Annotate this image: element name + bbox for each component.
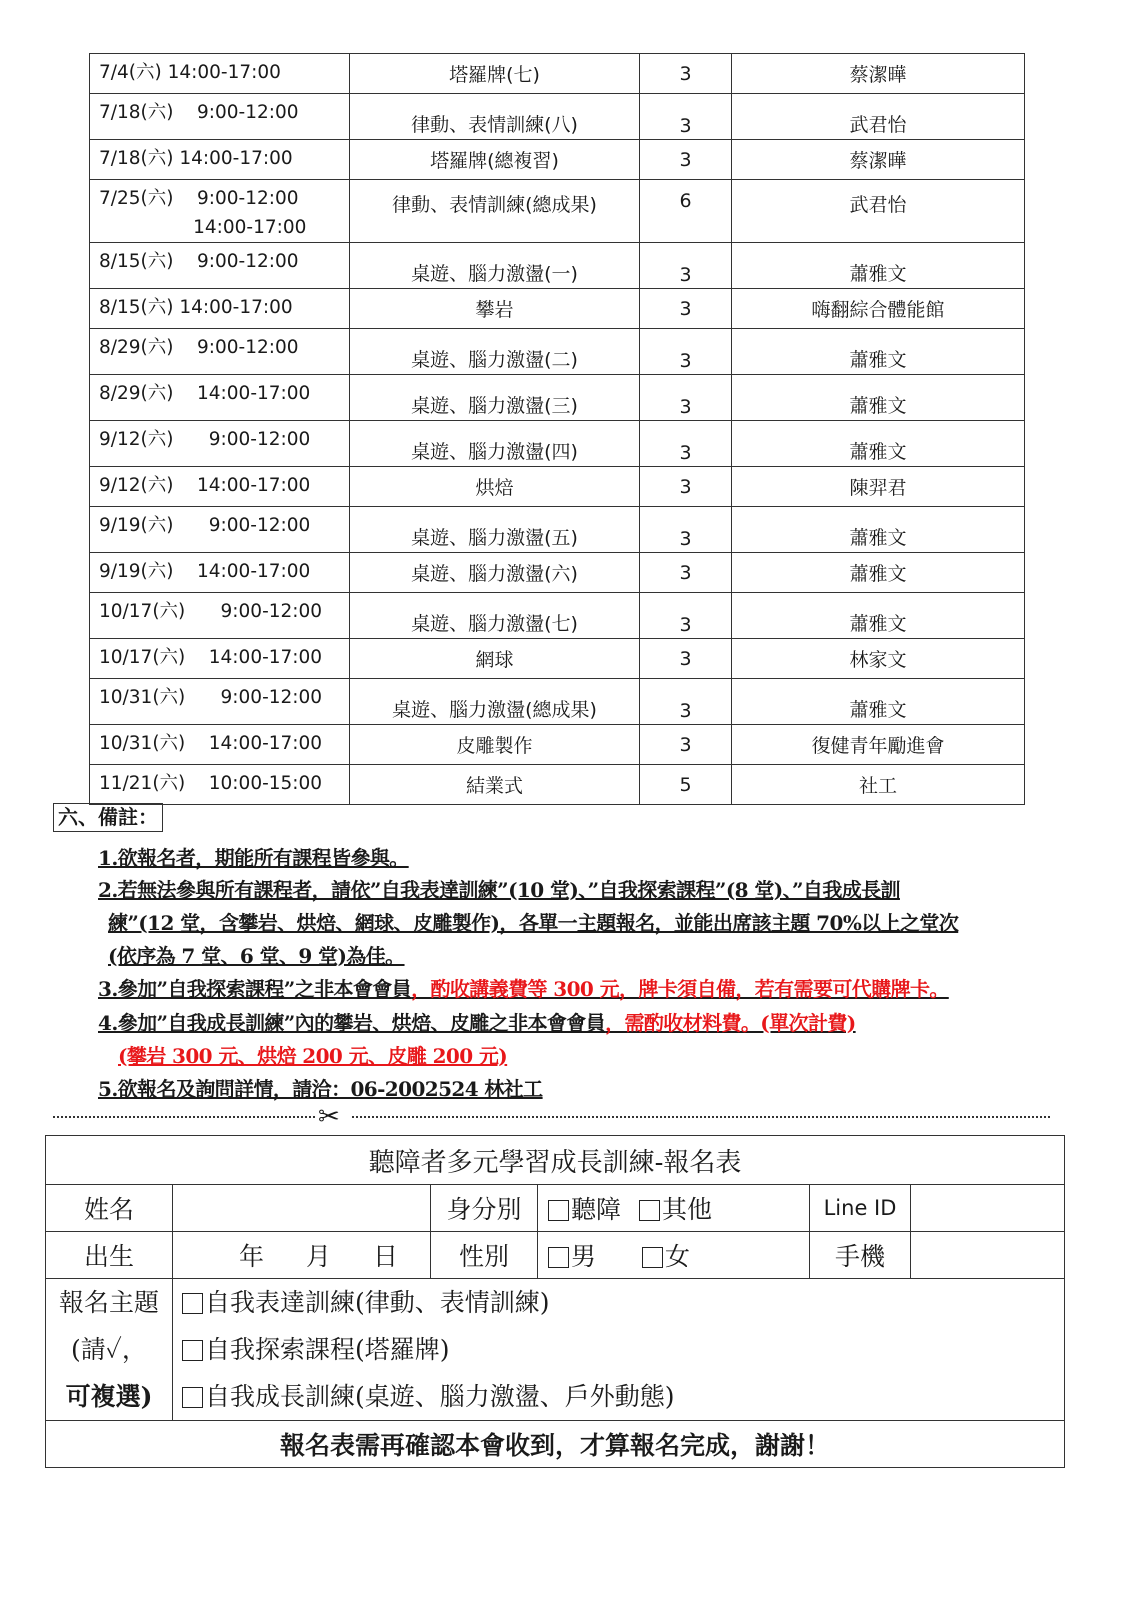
schedule-teacher: 蕭雅文 <box>732 421 1025 467</box>
schedule-topic: 皮雕製作 <box>350 725 640 765</box>
schedule-date: 10/31(六) 9:00-12:00 <box>90 679 350 725</box>
schedule-row <box>90 243 1025 289</box>
form-title: 聽障者多元學習成長訓練-報名表 <box>46 1136 1065 1185</box>
other-label: 其他 <box>661 1195 712 1224</box>
schedule-hours: 3 <box>640 289 732 329</box>
remark-4-fee: ，需酌收材料費。(單次計費) <box>605 1011 856 1035</box>
schedule-topic: 攀岩 <box>350 289 640 329</box>
schedule-date: 7/25(六) 9:00-12:00 14:00-17:00 <box>90 180 350 243</box>
remark-4-text: 4.參加”自我成長訓練”內的攀岩、烘焙、皮雕之非本會會員 <box>98 1011 606 1035</box>
schedule-topic: 桌遊、腦力激盪(四) <box>350 421 640 467</box>
male-label: 男 <box>571 1242 597 1271</box>
schedule-topic: 桌遊、腦力激盪(總成果) <box>350 679 640 725</box>
hearing-impaired-checkbox[interactable] <box>548 1200 569 1221</box>
topic-label-line-3: 可複選) <box>65 1382 153 1411</box>
mobile-field[interactable] <box>911 1232 1065 1279</box>
schedule-topic: 桌遊、腦力激盪(六) <box>350 553 640 593</box>
schedule-date: 7/18(六) 14:00-17:00 <box>90 140 350 180</box>
schedule-hours: 6 <box>640 180 732 243</box>
schedule-topic: 律動、表情訓練(八) <box>350 94 640 140</box>
schedule-teacher: 武君怡 <box>732 180 1025 243</box>
schedule-teacher: 蕭雅文 <box>732 243 1025 289</box>
line-id-field[interactable] <box>911 1185 1065 1232</box>
schedule-hours: 3 <box>640 94 732 140</box>
schedule-date: 7/4(六) 14:00-17:00 <box>90 54 350 94</box>
schedule-row <box>90 593 1025 639</box>
remark-2-line-2: 練”(12 堂，含攀岩、烘焙、網球、皮雕製作)，各單一主題報名，並能出席該主題 70%以上之堂次 <box>108 911 959 935</box>
schedule-date: 10/17(六) 9:00-12:00 <box>90 593 350 639</box>
schedule-topic: 桌遊、腦力激盪(五) <box>350 507 640 553</box>
remark-3-text: 3.參加”自我探索課程”之非本會會員 <box>98 977 412 1001</box>
hearing-impaired-label: 聽障 <box>571 1195 622 1224</box>
mobile-label: 手機 <box>810 1232 911 1279</box>
schedule-row <box>90 553 1025 593</box>
schedule-teacher: 蔡潔曄 <box>732 54 1025 94</box>
schedule-date: 8/15(六) 9:00-12:00 <box>90 243 350 289</box>
form-footer: 報名表需再確認本會收到，才算報名完成，謝謝！ <box>46 1421 1065 1468</box>
schedule-topic: 網球 <box>350 639 640 679</box>
schedule-row <box>90 507 1025 553</box>
schedule-row <box>90 375 1025 421</box>
schedule-teacher: 蕭雅文 <box>732 553 1025 593</box>
gender-options <box>538 1232 810 1279</box>
name-label: 姓名 <box>46 1185 173 1232</box>
schedule-topic: 律動、表情訓練(總成果) <box>350 180 640 243</box>
topic-2-label: 自我探索課程(塔羅牌) <box>205 1335 450 1364</box>
schedule-date: 9/19(六) 14:00-17:00 <box>90 553 350 593</box>
birth-day-label: 日 <box>373 1242 399 1271</box>
course-schedule-table <box>89 53 1025 805</box>
schedule-teacher: 社工 <box>732 765 1025 805</box>
schedule-hours: 3 <box>640 725 732 765</box>
schedule-date: 11/21(六) 10:00-15:00 <box>90 765 350 805</box>
schedule-date: 10/31(六) 14:00-17:00 <box>90 725 350 765</box>
schedule-topic: 桌遊、腦力激盪(二) <box>350 329 640 375</box>
schedule-date: 9/12(六) 14:00-17:00 <box>90 467 350 507</box>
schedule-teacher: 蕭雅文 <box>732 375 1025 421</box>
female-label: 女 <box>664 1242 690 1271</box>
birth-date-field[interactable] <box>173 1232 431 1279</box>
schedule-row <box>90 329 1025 375</box>
topic-label-line-2: (請✓， <box>71 1335 147 1364</box>
schedule-hours: 3 <box>640 54 732 94</box>
schedule-date: 8/15(六) 14:00-17:00 <box>90 289 350 329</box>
schedule-hours: 3 <box>640 679 732 725</box>
remark-2-line-1: 2.若無法參與所有課程者，請依”自我表達訓練”(10 堂)、”自我探索課程”(8 堂)、”自我成長訓 <box>98 878 900 902</box>
remark-5: 5.欲報名及詢問詳情，請洽：06-2002524 林社工 <box>98 1077 543 1101</box>
schedule-teacher: 蕭雅文 <box>732 507 1025 553</box>
schedule-hours: 3 <box>640 243 732 289</box>
topic-2-checkbox[interactable] <box>182 1340 203 1361</box>
topic-option-2[interactable] <box>182 1326 1064 1373</box>
other-checkbox[interactable] <box>639 1200 660 1221</box>
schedule-teacher: 嗨翻綜合體能館 <box>732 289 1025 329</box>
birth-year-label: 年 <box>239 1242 265 1271</box>
schedule-hours: 3 <box>640 421 732 467</box>
gender-label: 性別 <box>431 1232 538 1279</box>
schedule-hours: 3 <box>640 507 732 553</box>
topic-3-label: 自我成長訓練(桌遊、腦力激盪、戶外動態) <box>205 1382 675 1411</box>
schedule-teacher: 復健青年勵進會 <box>732 725 1025 765</box>
identity-options <box>538 1185 810 1232</box>
topic-option-1[interactable] <box>182 1279 1064 1326</box>
schedule-topic: 塔羅牌(總複習) <box>350 140 640 180</box>
remark-4-fee-detail: (攀岩 300 元、烘焙 200 元、皮雕 200 元) <box>118 1044 508 1068</box>
schedule-row <box>90 765 1025 805</box>
schedule-hours: 3 <box>640 140 732 180</box>
schedule-date: 7/18(六) 9:00-12:00 <box>90 94 350 140</box>
schedule-topic: 桌遊、腦力激盪(三) <box>350 375 640 421</box>
topic-option-3[interactable] <box>182 1373 1064 1420</box>
schedule-teacher: 武君怡 <box>732 94 1025 140</box>
schedule-row <box>90 94 1025 140</box>
birth-month-label: 月 <box>306 1242 332 1271</box>
identity-label: 身分別 <box>431 1185 538 1232</box>
schedule-teacher: 蕭雅文 <box>732 593 1025 639</box>
topic-options <box>173 1279 1065 1421</box>
schedule-teacher: 陳羿君 <box>732 467 1025 507</box>
female-checkbox[interactable] <box>642 1247 663 1268</box>
schedule-teacher: 蔡潔曄 <box>732 140 1025 180</box>
schedule-hours: 3 <box>640 375 732 421</box>
schedule-topic: 塔羅牌(七) <box>350 54 640 94</box>
schedule-hours: 3 <box>640 553 732 593</box>
topic-label-line-1: 報名主題 <box>58 1288 159 1317</box>
schedule-hours: 3 <box>640 467 732 507</box>
topic-1-label: 自我表達訓練(律動、表情訓練) <box>205 1288 550 1317</box>
cut-line-left <box>53 1116 315 1118</box>
schedule-row <box>90 639 1025 679</box>
birth-label: 出生 <box>46 1232 173 1279</box>
schedule-row <box>90 140 1025 180</box>
schedule-topic: 桌遊、腦力激盪(七) <box>350 593 640 639</box>
schedule-row <box>90 725 1025 765</box>
schedule-date: 10/17(六) 14:00-17:00 <box>90 639 350 679</box>
schedule-date: 9/19(六) 9:00-12:00 <box>90 507 350 553</box>
name-field[interactable] <box>173 1185 431 1232</box>
schedule-topic: 桌遊、腦力激盪(一) <box>350 243 640 289</box>
schedule-date: 8/29(六) 9:00-12:00 <box>90 329 350 375</box>
registration-form <box>45 1135 1065 1468</box>
schedule-teacher: 林家文 <box>732 639 1025 679</box>
schedule-topic: 烘焙 <box>350 467 640 507</box>
remark-1: 1.欲報名者，期能所有課程皆參與。 <box>98 846 409 870</box>
schedule-row <box>90 679 1025 725</box>
schedule-hours: 5 <box>640 765 732 805</box>
topic-1-checkbox[interactable] <box>182 1293 203 1314</box>
remarks-title: 六、備註： <box>53 803 163 832</box>
cut-line-right <box>352 1116 1050 1118</box>
topic-3-checkbox[interactable] <box>182 1387 203 1408</box>
schedule-hours: 3 <box>640 593 732 639</box>
scissors-icon: ✂ <box>318 1102 340 1132</box>
schedule-date: 9/12(六) 9:00-12:00 <box>90 421 350 467</box>
remark-3-fee: ，酌收講義費等 300 元，牌卡須自備，若有需要可代購牌卡。 <box>411 977 949 1001</box>
schedule-hours: 3 <box>640 639 732 679</box>
remark-3 <box>98 973 949 1002</box>
topic-label <box>46 1279 173 1421</box>
line-id-label: Line ID <box>810 1185 911 1232</box>
schedule-topic: 結業式 <box>350 765 640 805</box>
remark-4 <box>98 1007 856 1036</box>
schedule-body <box>90 54 1025 805</box>
schedule-row <box>90 467 1025 507</box>
schedule-row <box>90 421 1025 467</box>
schedule-row <box>90 289 1025 329</box>
schedule-row <box>90 180 1025 243</box>
male-checkbox[interactable] <box>548 1247 569 1268</box>
schedule-teacher: 蕭雅文 <box>732 329 1025 375</box>
schedule-date: 8/29(六) 14:00-17:00 <box>90 375 350 421</box>
schedule-hours: 3 <box>640 329 732 375</box>
schedule-row <box>90 54 1025 94</box>
remark-2-line-3: (依序為 7 堂、6 堂、9 堂)為佳。 <box>108 944 405 968</box>
schedule-teacher: 蕭雅文 <box>732 679 1025 725</box>
